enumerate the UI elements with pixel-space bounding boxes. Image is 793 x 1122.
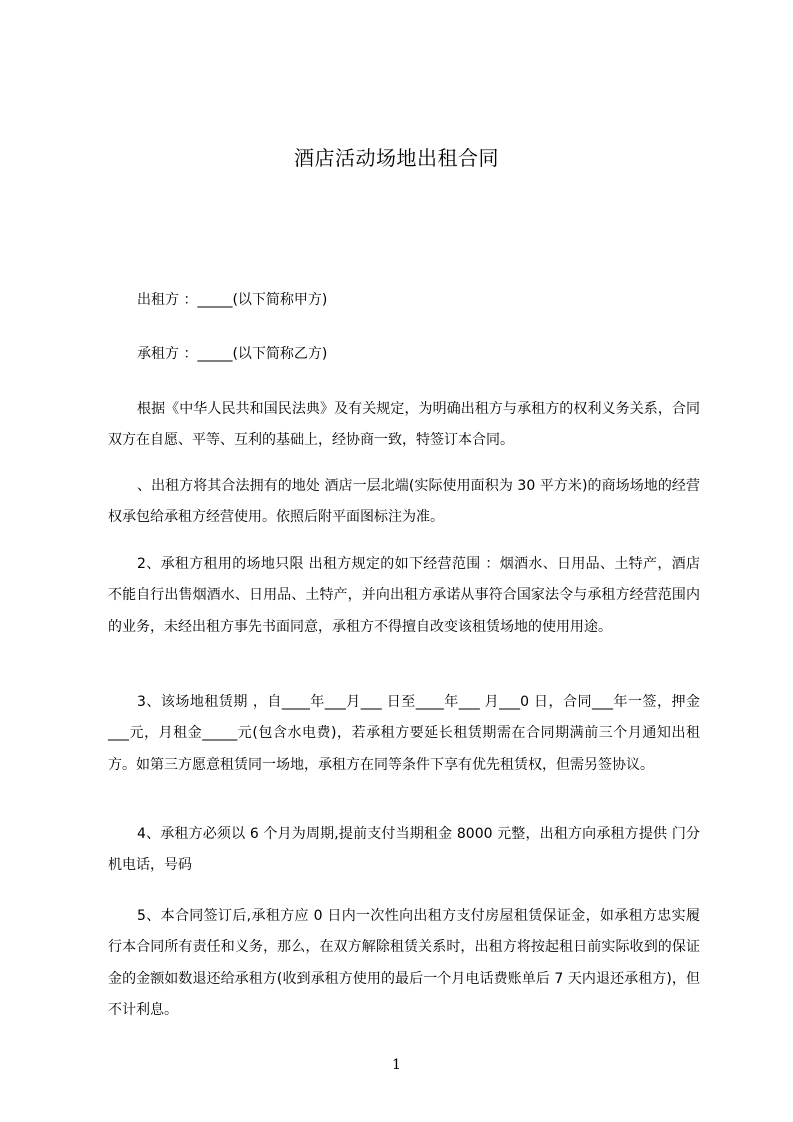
- paragraph-clause-5: 5、本合同签订后,承租方应 0 日内一次性向出租方支付房屋租赁保证金，如承租方忠实履行本合同所有责任和义务，那么，在双方解除租赁关系时，出租方将按起租日前实际收到的保证金的金额如数退还给承租方(收到承租方使用的最后一个月电话费账单后 7 天内退还承租方)，但不计利息。: [108, 908, 700, 1018]
- lessor-line: 出租方 ：_____(以下简称甲方): [137, 292, 328, 308]
- paragraph-preamble: 根据《中华人民共和国民法典》及有关规定，为明确出租方与承租方的权利义务关系，合同双方在自愿、平等、互利的基础上，经协商一致，特签订本合同。: [108, 401, 700, 449]
- paragraph-clause-1: 、出租方将其合法拥有的地处 酒店一层北端(实际使用面积为 30 平方米)的商场场地的经营权承包给承租方经营使用。依照后附平面图标注为准。: [108, 478, 700, 526]
- paragraph-clause-2: 2、承租方租用的场地只限 出租方规定的如下经营范围 ：烟酒水、日用品、土特产，酒店不能自行出售烟酒水、日用品、土特产，并向出租方承诺从事符合国家法令与承租方经营范围内的业务，未经出租方事先书面同意，承租方不得擅自改变该租赁场地的使用用途。: [108, 556, 700, 635]
- paragraph-clause-4: 4、承租方必须以 6 个月为周期,提前支付当期租金 8000 元整，出租方向承租方提供 门分机电话，号码: [108, 826, 700, 874]
- lessee-line: 承租方 ：_____(以下简称乙方): [137, 346, 328, 362]
- page-number: 1: [392, 1057, 401, 1073]
- paragraph-clause-3: 3、该场地租赁期 ，自____年___月___ 日至____年___ 月___0 日，合同___年一签，押金___元，月租金_____元(包含水电费)，若承租方要延长租赁期需在合同期满前三个月通知出租方。如第三方愿意租赁同一场地，承租方在同等条件下享有优先租赁权，但需另签协议。: [108, 694, 700, 773]
- contract-title: 酒店活动场地出租合同: [294, 146, 499, 170]
